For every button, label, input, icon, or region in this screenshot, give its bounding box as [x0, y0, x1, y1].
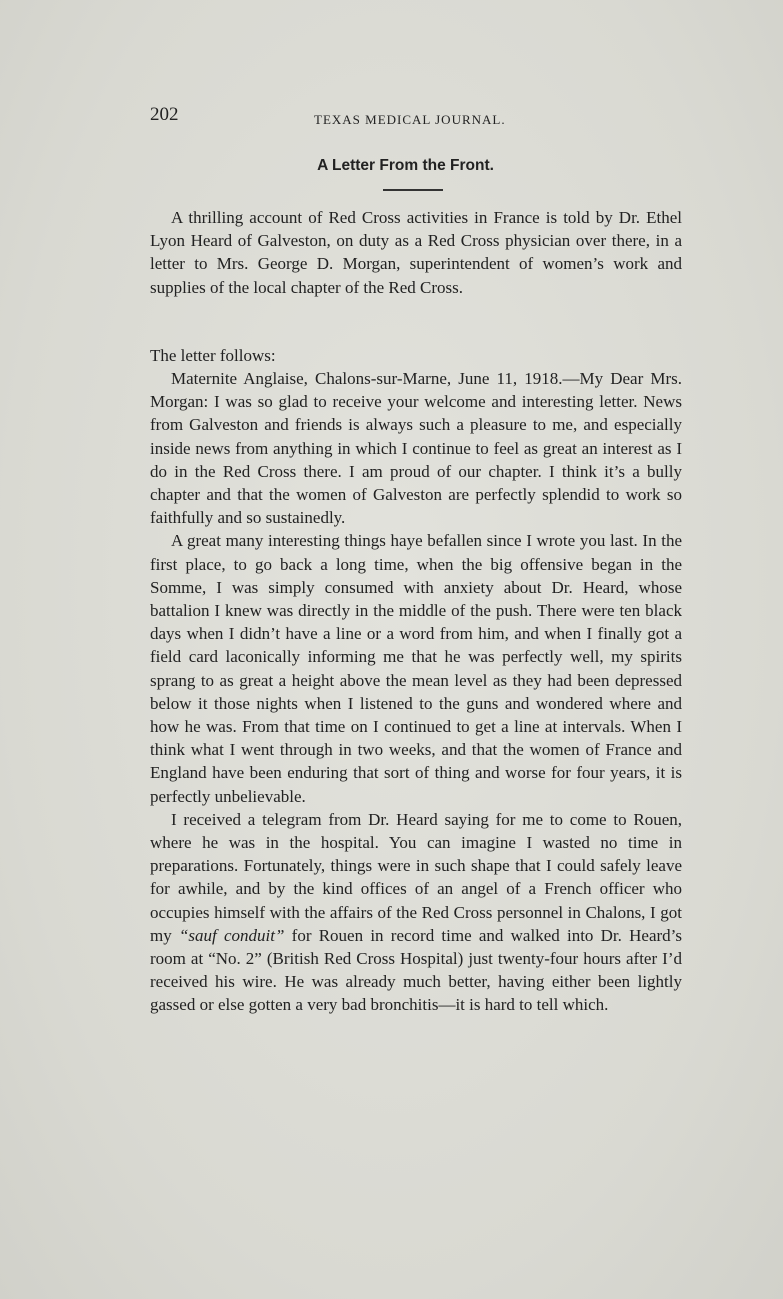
paragraph-text: for Rouen in record time and walked into Dr. Heard’s room at “No. 2” (British Red Cross Hospital) just twenty-four hours after I’d received his wire. He was already much better, having either been lightly gassed or else gotten a very bad bronchitis—it is hard to tell which.	[150, 925, 682, 1015]
letter-follows-line: The letter follows:	[150, 346, 276, 365]
letter-paragraph: Maternite Anglaise, Chalons-sur-Marne, June 11, 1918.—My Dear Mrs. Morgan: I was so glad to receive your welcome and interesting letter. News from Galveston and friends is always such a pleasure to me, and especially inside news from anything in which I continue to feel as great an interest as I do in the Red Cross there. I am proud of our chapter. I think it’s a bully chapter and that the women of Galveston are perfectly splendid to work so faithfully and so sustainedly.	[150, 369, 682, 528]
paragraph-text: I received a telegram from Dr. Heard saying for me to come to Rouen, where he was in the hospital. You can imagine I wasted no time in preparations. Fortunately, things were in such shape that I could safely leave for awhile, and by the kind offices of an angel of a French officer who occupies himself with the affairs of the Red Cross personnel in Chalons, I got my	[150, 809, 682, 945]
title-divider	[383, 189, 443, 191]
italic-phrase: “sauf conduit”	[178, 925, 285, 945]
letter-paragraph: A great many interesting things haye befallen since I wrote you last. In the first place, to go back a long time, when the big offensive began in the Somme, I was simply consumed with anxiety about Dr. Heard, whose battalion I knew was directly in the middle of the push. There were ten black days when I didn’t have a line or a word from him, and when I finally got a field card laconically informing me that he was perfectly well, my spirits sprang to as great a height above the mean level as they had been depressed below it those nights when I listened to the guns and wondered where and how he was. From that time on I continued to get a line at intervals. When I think what I went through in two weeks, and that the women of France and England have been enduring that sort of thing and worse for four years, it is perfectly unbelievable.	[150, 531, 682, 806]
article-title: A Letter From the Front.	[317, 157, 494, 174]
letter-body	[150, 367, 682, 1017]
intro-paragraph: A thrilling account of Red Cross activities in France is told by Dr. Ethel Lyon Heard of Galveston, on duty as a Red Cross physician over there, in a letter to Mrs. George D. Morgan, superintendent of women’s work and supplies of the local chapter of the Red Cross.	[150, 208, 682, 297]
journal-title: TEXAS MEDICAL JOURNAL.	[314, 112, 506, 127]
page-number: 202	[150, 104, 179, 125]
running-head	[150, 104, 680, 134]
letter-paragraph	[150, 808, 682, 1017]
